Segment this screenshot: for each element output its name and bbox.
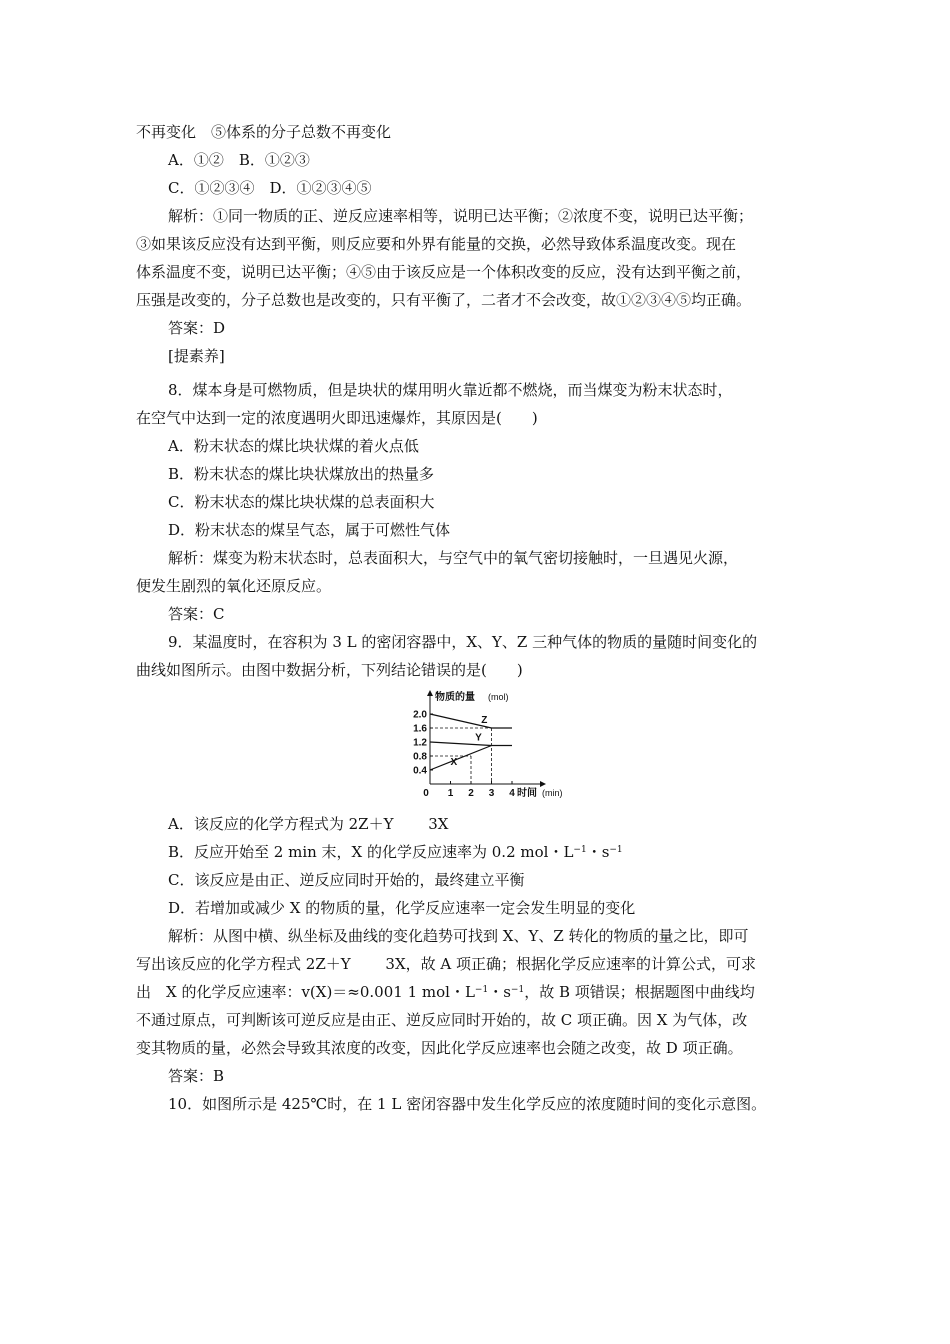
answer-line: 答案：B xyxy=(168,1067,225,1085)
x-axis-arrow xyxy=(540,781,546,787)
answer-line: 答案：D xyxy=(168,319,226,337)
series-line-y xyxy=(430,742,492,746)
x-tick-label: 4 xyxy=(509,788,515,799)
text-line: 解析：煤变为粉末状态时，总表面积大，与空气中的氧气密切接触时，一旦遇见火源， xyxy=(168,549,739,567)
amount-time-chart xyxy=(390,684,590,804)
option-line: D．若增加或减少 X 的物质的量，化学反应速率一定会发生明显的变化 xyxy=(168,899,636,917)
x-tick-label: 2 xyxy=(468,788,474,799)
text-line: 体系温度不变，说明已达平衡；④⑤由于该反应是一个体积改变的反应，没有达到平衡之前， xyxy=(136,263,752,281)
x-tick-label: 3 xyxy=(488,788,495,799)
text-line: 不通过原点，可判断该可逆反应是由正、逆反应同时开始的，故 C 项正确。因 X 为气体，改 xyxy=(136,1011,748,1029)
question-9: 9．某温度时，在容积为 3 L 的密闭容器中，X、Y、Z 三种气体的物质的量随时间变化的 xyxy=(168,633,758,651)
text-line: ③如果该反应没有达到平衡，则反应要和外界有能量的交换，必然导致体系温度改变。现在 xyxy=(136,235,737,253)
option-line: C．该反应是由正、逆反应同时开始的，最终建立平衡 xyxy=(168,871,525,889)
text-line: 压强是改变的，分子总数也是改变的，只有平衡了，二者才不会改变，故①②③④⑤均正确。 xyxy=(136,291,752,309)
y-axis-arrow xyxy=(427,690,433,696)
option-line: A．粉末状态的煤比块状煤的着火点低 xyxy=(168,437,419,455)
question-8: 8．煤本身是可燃物质，但是块状的煤用明火靠近都不燃烧，而当煤变为粉末状态时， xyxy=(168,381,733,399)
text-line: 解析：从图中横、纵坐标及曲线的变化趋势可找到 X、Y、Z 转化的物质的量之比，即可 xyxy=(168,927,749,945)
section-heading: [提素养] xyxy=(168,347,225,365)
option-line: B．反应开始至 2 min 末，X 的化学反应速率为 0.2 mol・$L^{-1}$・$s^{-1}$ xyxy=(168,843,623,861)
series-label-y: Y xyxy=(475,732,482,744)
y-tick-label: 0.4 xyxy=(413,765,427,777)
option-line: D．粉末状态的煤呈气态，属于可燃性气体 xyxy=(168,521,451,539)
option-line: A．该反应的化学方程式为 2Z＋Y 3X xyxy=(168,815,449,833)
x-axis-label: 时间 xyxy=(517,788,537,799)
text-line: 解析：①同一物质的正、逆反应速率相等，说明已达平衡；②浓度不变，说明已达平衡； xyxy=(168,207,754,225)
x-tick-label: 1 xyxy=(447,788,454,799)
text-line: 写出该反应的化学方程式 2Z＋Y 3X，故 A 项正确；根据化学反应速率的计算公式，可求 xyxy=(136,955,756,973)
y-axis-unit: (mol) xyxy=(488,692,509,702)
y-tick-label: 0.8 xyxy=(413,751,427,763)
text-line: 出 X 的化学反应速率：v(X)＝≈0.001 1 mol・$L^{-1}$・$s^{-1}$，故 B 项错误；根据题图中曲线均 xyxy=(136,983,755,1001)
text-line: 曲线如图所示。由图中数据分析，下列结论错误的是( ) xyxy=(136,661,523,679)
series-label-x: X xyxy=(450,756,458,768)
y-tick-label: 1.6 xyxy=(413,723,427,735)
question-10: 10．如图所示是 425℃时，在 1 L 密闭容器中发生化学反应的浓度随时间的变化示意图。 xyxy=(168,1095,767,1113)
option-line: B．粉末状态的煤比块状煤放出的热量多 xyxy=(168,465,435,483)
series-label-z: Z xyxy=(481,714,488,726)
option-line: C．①②③④ D．①②③④⑤ xyxy=(168,179,372,197)
y-axis-label: 物质的量 xyxy=(435,692,475,703)
text-line: 在空气中达到一定的浓度遇明火即迅速爆炸，其原因是( ) xyxy=(136,409,538,427)
y-tick-label: 1.2 xyxy=(413,737,427,749)
y-tick-label: 2.0 xyxy=(413,709,427,721)
series-line-x xyxy=(430,746,492,771)
text-line: 不再变化 ⑤体系的分子总数不再变化 xyxy=(136,123,392,141)
text-line: 便发生剧烈的氧化还原反应。 xyxy=(136,577,332,595)
text-line: 变其物质的量，必然会导致其浓度的改变，因此化学反应速率也会随之改变，故 D 项正确。 xyxy=(136,1039,743,1057)
x-axis-unit: (min) xyxy=(542,788,563,798)
option-line: C．粉末状态的煤比块状煤的总表面积大 xyxy=(168,493,435,511)
option-line: A．①② B．①②③ xyxy=(168,151,310,169)
answer-line: 答案：C xyxy=(168,605,225,623)
x-tick-label: 0 xyxy=(423,788,429,799)
